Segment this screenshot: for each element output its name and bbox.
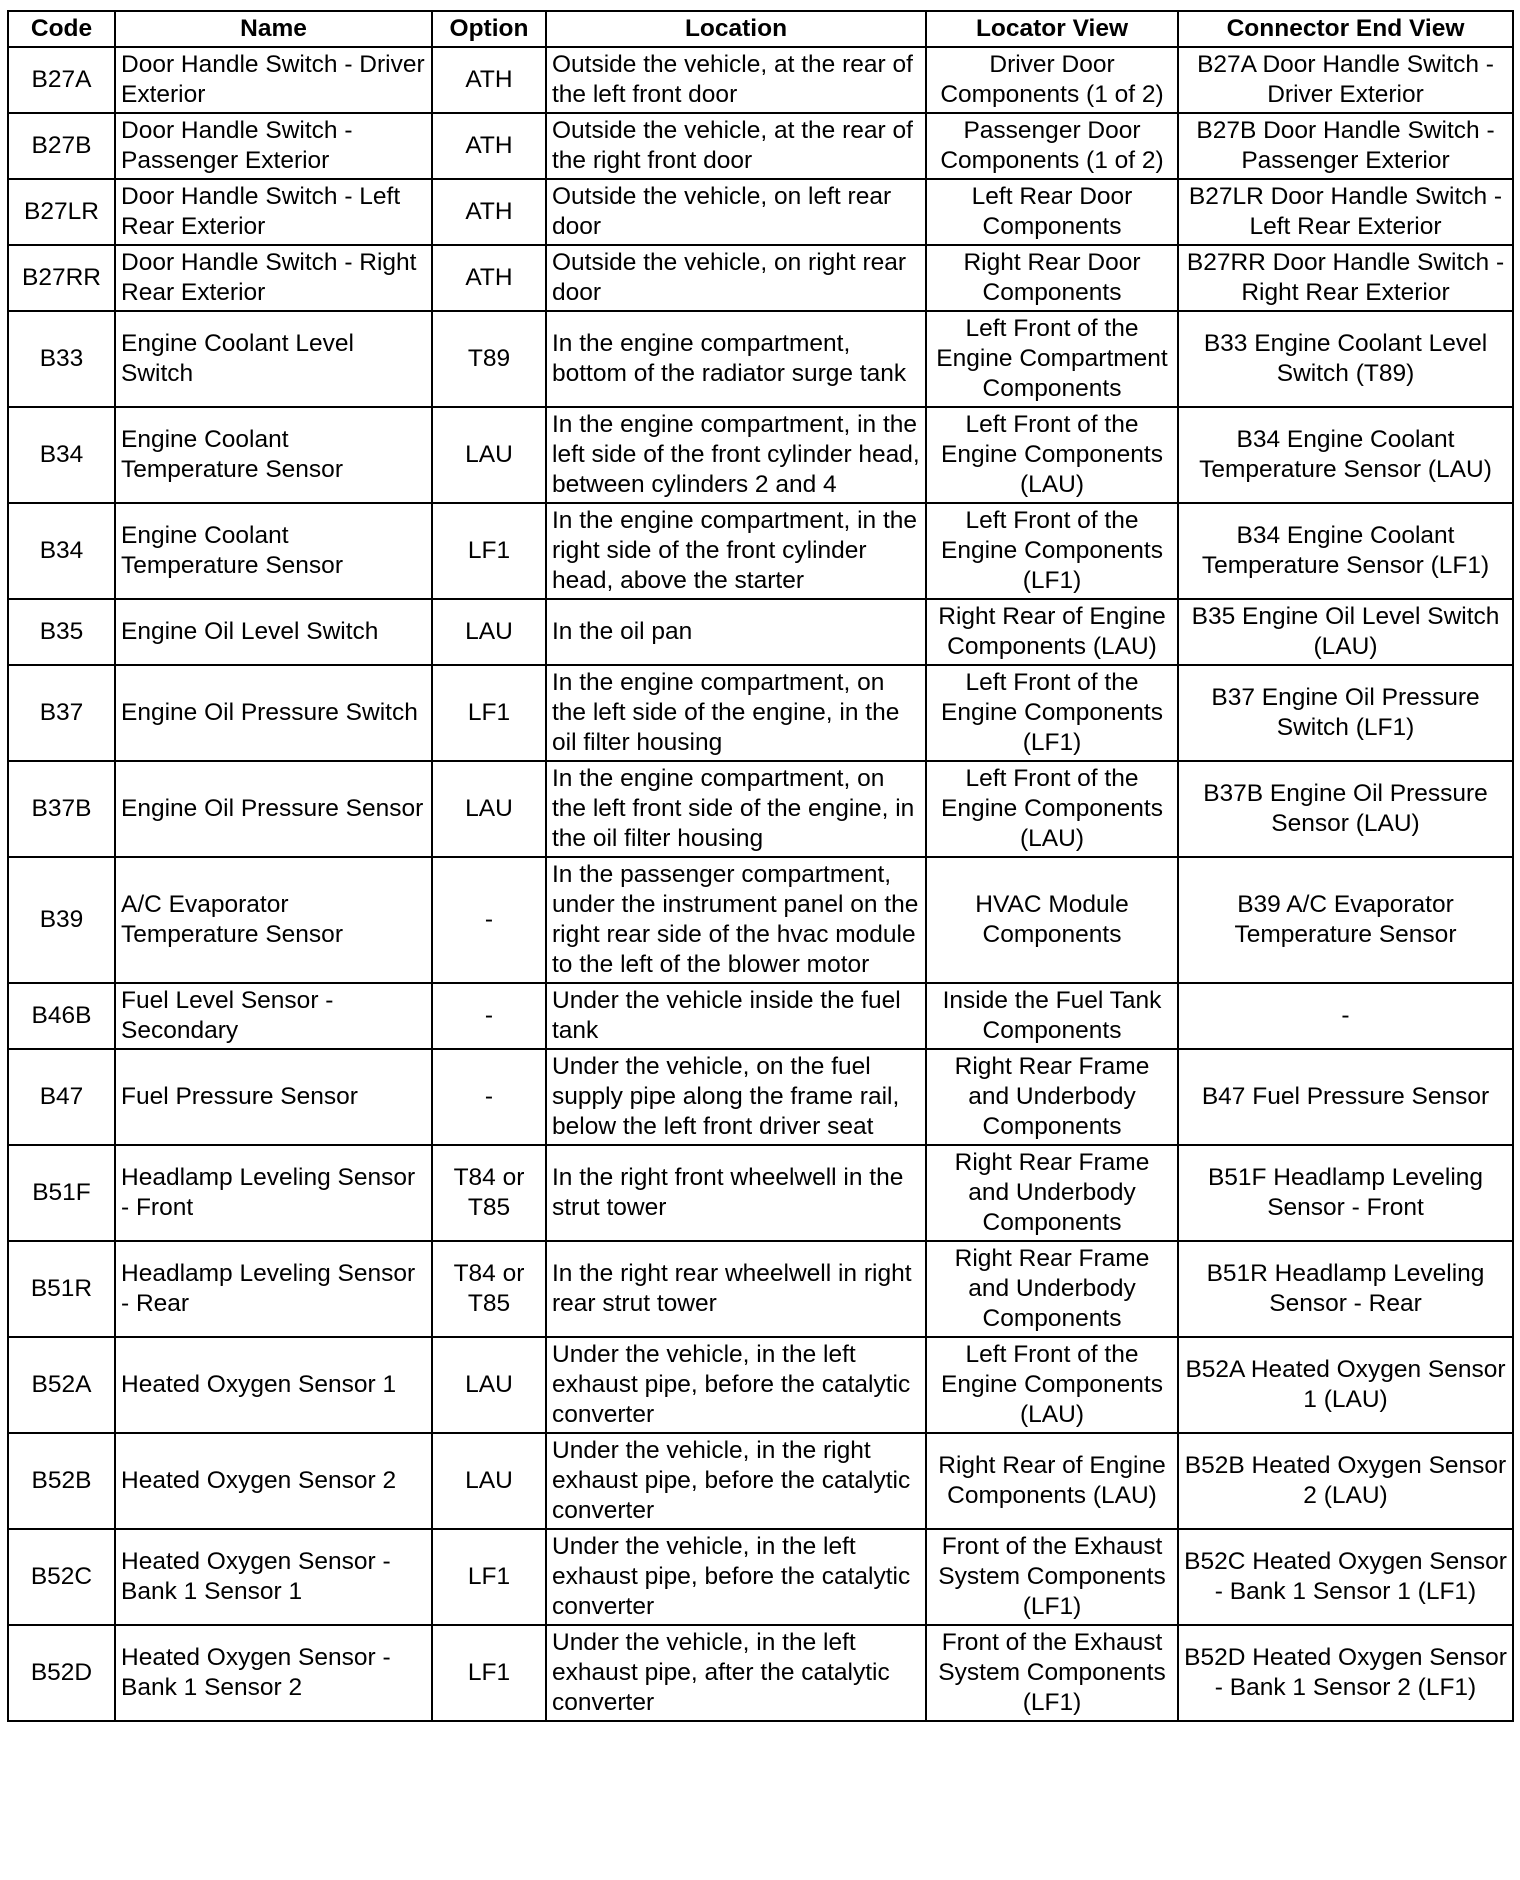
cell-code: B51R — [8, 1241, 115, 1337]
table-row — [8, 665, 1513, 761]
cell-connector-end-view: B27RR Door Handle Switch - Right Rear Exterior — [1178, 245, 1513, 311]
cell-code: B34 — [8, 407, 115, 503]
cell-location: Under the vehicle, in the left exhaust pipe, after the catalytic converter — [546, 1625, 926, 1721]
cell-code: B34 — [8, 503, 115, 599]
cell-option: LF1 — [432, 665, 546, 761]
table-row — [8, 179, 1513, 245]
cell-option: T84 or T85 — [432, 1145, 546, 1241]
header-location: Location — [546, 11, 926, 47]
header-code: Code — [8, 11, 115, 47]
cell-code: B37B — [8, 761, 115, 857]
cell-locator-view: Driver Door Components (1 of 2) — [926, 47, 1178, 113]
header-row — [8, 11, 1513, 47]
cell-connector-end-view: B33 Engine Coolant Level Switch (T89) — [1178, 311, 1513, 407]
cell-code: B27A — [8, 47, 115, 113]
cell-code: B52D — [8, 1625, 115, 1721]
cell-locator-view: Right Rear Frame and Underbody Components — [926, 1145, 1178, 1241]
cell-name: Heated Oxygen Sensor 1 — [115, 1337, 432, 1433]
table-row — [8, 1625, 1513, 1721]
cell-location: In the right front wheelwell in the strut tower — [546, 1145, 926, 1241]
cell-location: In the engine compartment, in the left side of the front cylinder head, between cylinders 2 and 4 — [546, 407, 926, 503]
cell-code: B35 — [8, 599, 115, 665]
table-row — [8, 245, 1513, 311]
cell-option: ATH — [432, 245, 546, 311]
cell-connector-end-view: B52D Heated Oxygen Sensor - Bank 1 Sensor 2 (LF1) — [1178, 1625, 1513, 1721]
cell-locator-view: Left Front of the Engine Components (LF1) — [926, 665, 1178, 761]
table-row — [8, 599, 1513, 665]
table-row — [8, 407, 1513, 503]
cell-locator-view: Left Front of the Engine Compartment Components — [926, 311, 1178, 407]
cell-name: Headlamp Leveling Sensor - Front — [115, 1145, 432, 1241]
cell-code: B27LR — [8, 179, 115, 245]
cell-name: Heated Oxygen Sensor 2 — [115, 1433, 432, 1529]
cell-option: LAU — [432, 1337, 546, 1433]
cell-locator-view: Right Rear Frame and Underbody Components — [926, 1049, 1178, 1145]
cell-location: Outside the vehicle, at the rear of the right front door — [546, 113, 926, 179]
cell-code: B37 — [8, 665, 115, 761]
header-locator-view: Locator View — [926, 11, 1178, 47]
table-row — [8, 113, 1513, 179]
cell-code: B39 — [8, 857, 115, 983]
cell-option: - — [432, 1049, 546, 1145]
cell-location: Under the vehicle, on the fuel supply pipe along the frame rail, below the left front driver seat — [546, 1049, 926, 1145]
cell-connector-end-view: B51F Headlamp Leveling Sensor - Front — [1178, 1145, 1513, 1241]
cell-connector-end-view: B52C Heated Oxygen Sensor - Bank 1 Sensor 1 (LF1) — [1178, 1529, 1513, 1625]
table-row — [8, 1145, 1513, 1241]
cell-locator-view: Right Rear of Engine Components (LAU) — [926, 599, 1178, 665]
cell-connector-end-view: B52A Heated Oxygen Sensor 1 (LAU) — [1178, 1337, 1513, 1433]
cell-option: T89 — [432, 311, 546, 407]
cell-locator-view: Left Front of the Engine Components (LAU) — [926, 407, 1178, 503]
cell-name: Engine Coolant Temperature Sensor — [115, 407, 432, 503]
cell-locator-view: Right Rear of Engine Components (LAU) — [926, 1433, 1178, 1529]
cell-location: Outside the vehicle, on left rear door — [546, 179, 926, 245]
cell-name: Heated Oxygen Sensor - Bank 1 Sensor 1 — [115, 1529, 432, 1625]
cell-name: Door Handle Switch - Driver Exterior — [115, 47, 432, 113]
table-row — [8, 1337, 1513, 1433]
cell-location: Under the vehicle, in the left exhaust pipe, before the catalytic converter — [546, 1337, 926, 1433]
cell-code: B47 — [8, 1049, 115, 1145]
cell-option: LAU — [432, 599, 546, 665]
cell-locator-view: Left Front of the Engine Components (LAU) — [926, 761, 1178, 857]
cell-locator-view: Front of the Exhaust System Components (LF1) — [926, 1529, 1178, 1625]
cell-connector-end-view: B27A Door Handle Switch - Driver Exterior — [1178, 47, 1513, 113]
cell-option: LF1 — [432, 503, 546, 599]
cell-location: Outside the vehicle, at the rear of the left front door — [546, 47, 926, 113]
cell-connector-end-view: B34 Engine Coolant Temperature Sensor (LF1) — [1178, 503, 1513, 599]
header-name: Name — [115, 11, 432, 47]
cell-location: In the engine compartment, in the right side of the front cylinder head, above the starter — [546, 503, 926, 599]
cell-location: In the oil pan — [546, 599, 926, 665]
table-row — [8, 1049, 1513, 1145]
cell-option: LF1 — [432, 1529, 546, 1625]
cell-option: ATH — [432, 47, 546, 113]
cell-name: Engine Coolant Level Switch — [115, 311, 432, 407]
header-option: Option — [432, 11, 546, 47]
table-row — [8, 47, 1513, 113]
cell-locator-view: Right Rear Frame and Underbody Components — [926, 1241, 1178, 1337]
cell-code: B27RR — [8, 245, 115, 311]
table-row — [8, 761, 1513, 857]
cell-option: LAU — [432, 1433, 546, 1529]
cell-locator-view: Left Front of the Engine Components (LF1) — [926, 503, 1178, 599]
cell-connector-end-view: B35 Engine Oil Level Switch (LAU) — [1178, 599, 1513, 665]
cell-code: B52A — [8, 1337, 115, 1433]
cell-name: Fuel Level Sensor - Secondary — [115, 983, 432, 1049]
cell-connector-end-view: B37 Engine Oil Pressure Switch (LF1) — [1178, 665, 1513, 761]
cell-connector-end-view: B27B Door Handle Switch - Passenger Exterior — [1178, 113, 1513, 179]
cell-location: Outside the vehicle, on right rear door — [546, 245, 926, 311]
cell-name: Door Handle Switch - Left Rear Exterior — [115, 179, 432, 245]
cell-connector-end-view: B39 A/C Evaporator Temperature Sensor — [1178, 857, 1513, 983]
cell-code: B33 — [8, 311, 115, 407]
cell-locator-view: Inside the Fuel Tank Components — [926, 983, 1178, 1049]
cell-connector-end-view: B47 Fuel Pressure Sensor — [1178, 1049, 1513, 1145]
cell-option: ATH — [432, 179, 546, 245]
cell-location: Under the vehicle inside the fuel tank — [546, 983, 926, 1049]
table-body — [8, 47, 1513, 1721]
cell-option: - — [432, 983, 546, 1049]
cell-locator-view: HVAC Module Components — [926, 857, 1178, 983]
cell-name: Engine Oil Level Switch — [115, 599, 432, 665]
table-row — [8, 311, 1513, 407]
cell-locator-view: Right Rear Door Components — [926, 245, 1178, 311]
cell-location: Under the vehicle, in the left exhaust pipe, before the catalytic converter — [546, 1529, 926, 1625]
cell-connector-end-view: B37B Engine Oil Pressure Sensor (LAU) — [1178, 761, 1513, 857]
cell-name: Engine Oil Pressure Sensor — [115, 761, 432, 857]
cell-connector-end-view: B27LR Door Handle Switch - Left Rear Exterior — [1178, 179, 1513, 245]
cell-locator-view: Left Rear Door Components — [926, 179, 1178, 245]
table-row — [8, 1529, 1513, 1625]
cell-code: B52C — [8, 1529, 115, 1625]
table-row — [8, 1241, 1513, 1337]
cell-locator-view: Left Front of the Engine Components (LAU) — [926, 1337, 1178, 1433]
table-row — [8, 857, 1513, 983]
cell-name: Door Handle Switch - Passenger Exterior — [115, 113, 432, 179]
cell-connector-end-view: B34 Engine Coolant Temperature Sensor (LAU) — [1178, 407, 1513, 503]
cell-locator-view: Front of the Exhaust System Components (LF1) — [926, 1625, 1178, 1721]
cell-name: Headlamp Leveling Sensor - Rear — [115, 1241, 432, 1337]
cell-location: In the right rear wheelwell in right rear strut tower — [546, 1241, 926, 1337]
cell-location: In the engine compartment, on the left side of the engine, in the oil filter housing — [546, 665, 926, 761]
table-header — [8, 11, 1513, 47]
cell-name: Heated Oxygen Sensor - Bank 1 Sensor 2 — [115, 1625, 432, 1721]
cell-location: In the passenger compartment, under the instrument panel on the right rear side of the hvac module to the left of the blower motor — [546, 857, 926, 983]
component-table — [7, 10, 1514, 1722]
cell-option: ATH — [432, 113, 546, 179]
cell-name: Fuel Pressure Sensor — [115, 1049, 432, 1145]
cell-connector-end-view: - — [1178, 983, 1513, 1049]
cell-option: LF1 — [432, 1625, 546, 1721]
cell-location: In the engine compartment, on the left front side of the engine, in the oil filter housing — [546, 761, 926, 857]
cell-option: LAU — [432, 761, 546, 857]
cell-connector-end-view: B51R Headlamp Leveling Sensor - Rear — [1178, 1241, 1513, 1337]
table-row — [8, 983, 1513, 1049]
cell-name: Engine Coolant Temperature Sensor — [115, 503, 432, 599]
table-row — [8, 1433, 1513, 1529]
cell-name: A/C Evaporator Temperature Sensor — [115, 857, 432, 983]
cell-code: B27B — [8, 113, 115, 179]
table-row — [8, 503, 1513, 599]
cell-location: Under the vehicle, in the right exhaust pipe, before the catalytic converter — [546, 1433, 926, 1529]
cell-code: B46B — [8, 983, 115, 1049]
cell-code: B52B — [8, 1433, 115, 1529]
cell-option: - — [432, 857, 546, 983]
header-connector-end-view: Connector End View — [1178, 11, 1513, 47]
cell-option: LAU — [432, 407, 546, 503]
cell-location: In the engine compartment, bottom of the radiator surge tank — [546, 311, 926, 407]
cell-option: T84 or T85 — [432, 1241, 546, 1337]
cell-connector-end-view: B52B Heated Oxygen Sensor 2 (LAU) — [1178, 1433, 1513, 1529]
cell-name: Door Handle Switch - Right Rear Exterior — [115, 245, 432, 311]
cell-locator-view: Passenger Door Components (1 of 2) — [926, 113, 1178, 179]
cell-code: B51F — [8, 1145, 115, 1241]
cell-name: Engine Oil Pressure Switch — [115, 665, 432, 761]
